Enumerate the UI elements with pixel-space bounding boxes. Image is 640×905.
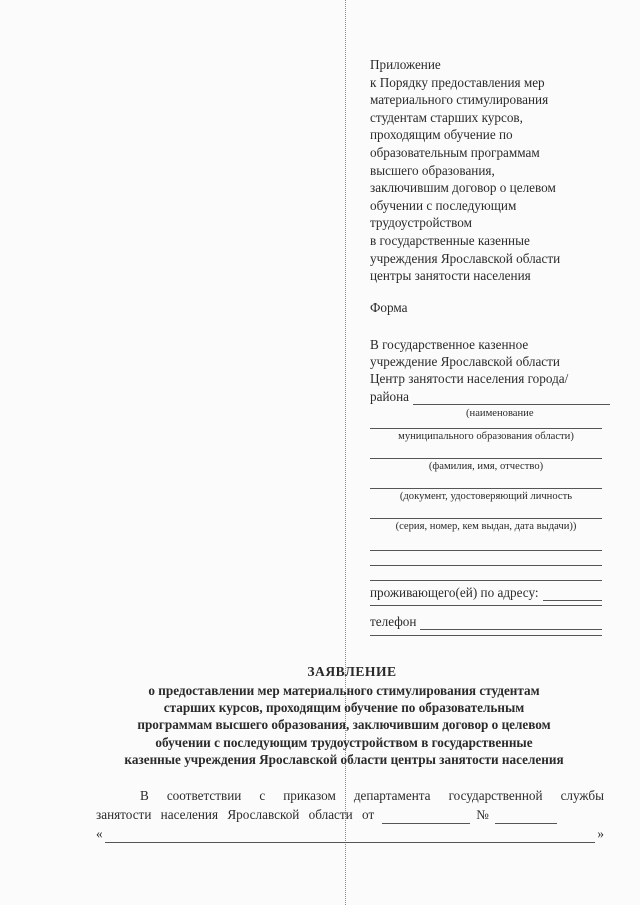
body-word: приказом — [283, 788, 336, 803]
appendix-line: материального стимулирования — [370, 92, 549, 108]
appendix-line: проходящим обучение по — [370, 127, 513, 143]
body-line-1 — [96, 786, 604, 805]
municipality-field[interactable] — [370, 428, 602, 442]
appendix-line: высшего образования, — [370, 162, 495, 178]
fio-field[interactable] — [370, 458, 602, 472]
address-field[interactable] — [370, 585, 602, 601]
subtitle-line: казенные учреждения Ярославской области центры занятости населения — [124, 751, 564, 767]
blank-line[interactable] — [370, 565, 602, 566]
body-word: В — [140, 788, 149, 803]
order-date-blank[interactable] — [382, 813, 470, 824]
name-caption: (наименование — [466, 408, 534, 419]
appendix-line: обучении с последующим — [370, 197, 517, 213]
body-word: с — [259, 788, 266, 803]
addressee-line: учреждение Ярославской области — [370, 354, 560, 370]
address-label: проживающего(ей) по адресу: — [370, 585, 539, 600]
body-text: занятости населения Ярославской области от — [96, 807, 375, 822]
name-caption-field — [370, 406, 602, 419]
number-sign: № — [476, 807, 489, 822]
phone-field[interactable] — [370, 614, 602, 630]
document-blank[interactable] — [370, 488, 602, 489]
statement-title: ЗАЯВЛЕНИЕ — [307, 664, 397, 679]
form-label: Форма — [370, 300, 408, 315]
subtitle-line: программам высшего образования, заключившим договор о целевом — [137, 717, 551, 733]
appendix-line: в государственные казенные — [370, 232, 530, 248]
document-details-field[interactable] — [370, 518, 602, 532]
body-word: государственной — [448, 788, 543, 803]
appendix-line: к Порядку предоставления мер — [370, 74, 545, 90]
phone-label: телефон — [370, 614, 417, 629]
document-details-blank[interactable] — [370, 518, 602, 519]
document-field[interactable] — [370, 488, 602, 502]
appendix-line: заключившим договор о целевом — [370, 180, 556, 196]
blank-line[interactable] — [370, 580, 602, 581]
body-word: департамента — [353, 788, 431, 803]
municipality-blank[interactable] — [370, 428, 602, 429]
blank-line[interactable] — [370, 635, 602, 636]
order-title-blank[interactable] — [105, 832, 596, 843]
statement-subtitle — [96, 682, 592, 768]
district-field[interactable] — [370, 388, 610, 405]
document-caption: (документ, удостоверяющий личность — [399, 491, 573, 502]
statement-body — [96, 786, 604, 843]
addressee-line: В государственное казенное — [370, 337, 529, 352]
phone-blank[interactable] — [420, 619, 602, 630]
fio-caption: (фамилия, имя, отчество) — [428, 461, 544, 472]
page-fold-line — [345, 0, 346, 905]
body-line-3 — [96, 824, 604, 843]
close-quote: » — [597, 826, 604, 841]
district-label: района — [370, 388, 410, 404]
appendix-line: студентам старших курсов, — [370, 109, 523, 125]
appendix-line: Приложение — [370, 57, 441, 72]
subtitle-line: обучении с последующим трудоустройством в государственные — [155, 734, 533, 750]
subtitle-line: старших курсов, проходящим обучение по образовательным — [163, 700, 525, 716]
addressee-block — [370, 336, 610, 405]
subtitle-line: о предоставлении мер материального стимулирования студентам — [148, 683, 540, 698]
open-quote: « — [96, 826, 103, 841]
appendix-line: учреждения Ярославской области — [370, 250, 561, 266]
body-line-2 — [96, 805, 604, 824]
addressee-line: Центр занятости населения города/ — [370, 371, 569, 387]
appendix-header — [370, 56, 620, 285]
order-number-blank[interactable] — [495, 813, 557, 824]
municipality-caption: муниципального образования области) — [398, 431, 574, 442]
body-word: службы — [560, 788, 604, 803]
appendix-line: образовательным программам — [370, 144, 540, 160]
address-blank[interactable] — [543, 590, 602, 601]
fio-blank[interactable] — [370, 458, 602, 459]
appendix-line: трудоустройством — [370, 215, 472, 231]
body-word: соответствии — [166, 788, 242, 803]
blank-line[interactable] — [370, 605, 602, 606]
document-details-caption: (серия, номер, кем выдан, дата выдачи)) — [395, 521, 577, 532]
blank-line[interactable] — [370, 550, 602, 551]
appendix-line: центры занятости населения — [370, 268, 531, 284]
district-blank[interactable] — [413, 392, 610, 405]
